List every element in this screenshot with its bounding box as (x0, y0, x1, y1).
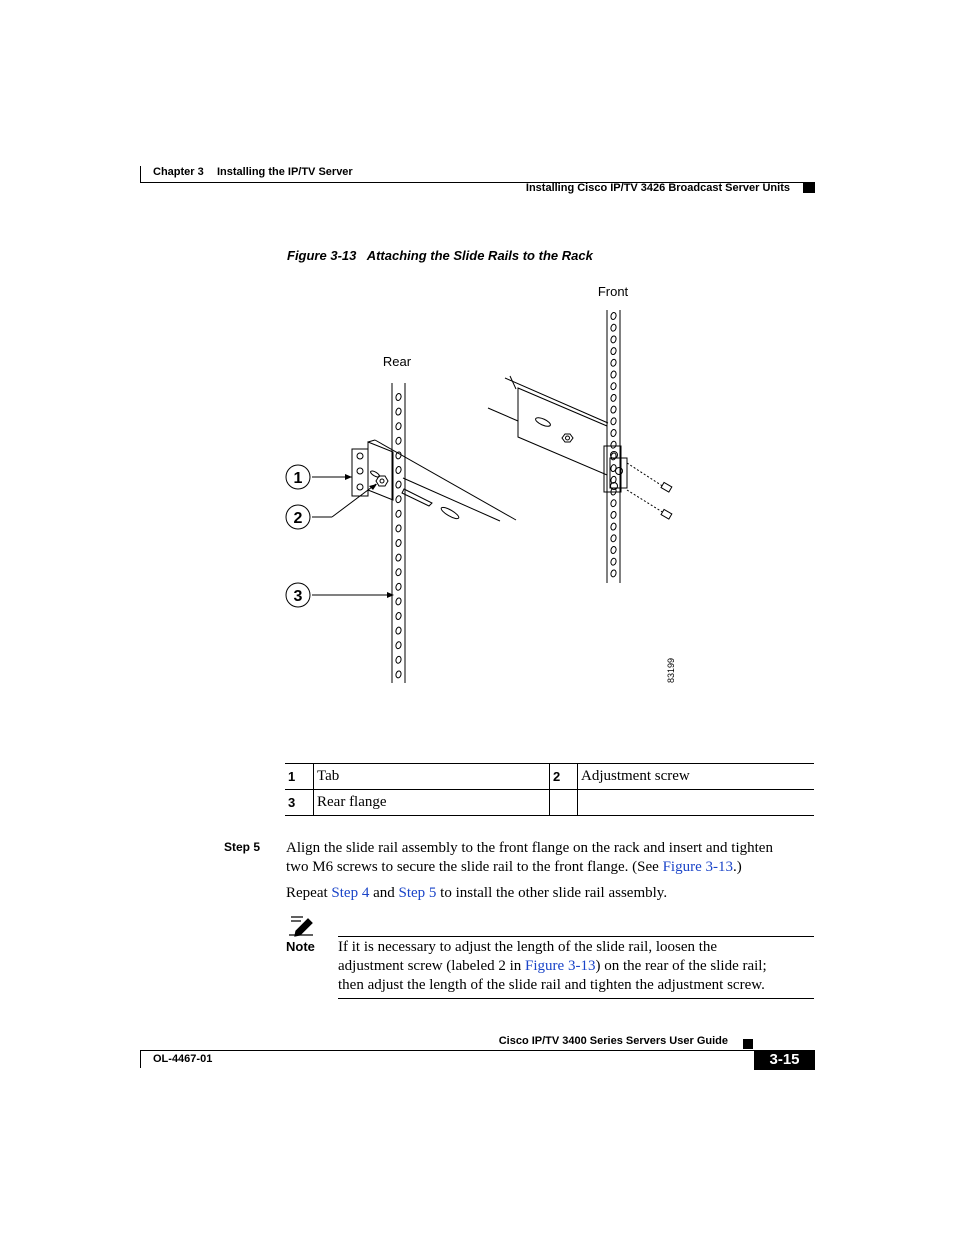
step-text-span: .) (732, 859, 742, 875)
step-line-2 (286, 858, 816, 877)
rack-hole (610, 558, 617, 566)
rack-hole (610, 511, 617, 519)
header-chapter-title: Installing the IP/TV Server (217, 166, 353, 178)
front-slide-rail (488, 376, 608, 475)
callout-1 (286, 465, 310, 489)
rack-hole (395, 612, 402, 620)
rack-hole (395, 481, 402, 489)
figure-link[interactable]: Figure 3-13 (662, 859, 733, 875)
svg-text:3: 3 (293, 588, 303, 605)
legend-text: Rear flange (314, 790, 550, 816)
rack-hole (610, 406, 617, 414)
rack-hole (610, 546, 617, 554)
m6-screw-icon (627, 463, 664, 513)
legend-text: Adjustment screw (578, 764, 815, 790)
note-top-rule (338, 936, 814, 937)
callout-2 (286, 505, 310, 529)
rack-hole (610, 499, 617, 507)
step-label: Step 5 (224, 840, 261, 854)
figure-link[interactable]: Figure 3-13 (525, 958, 596, 974)
pencil-note-icon (288, 913, 314, 937)
rack-hole (395, 539, 402, 547)
note-label: Note (286, 939, 315, 954)
legend-number: 2 (550, 764, 578, 790)
front-label: Front (597, 284, 629, 299)
rack-hole (395, 583, 402, 591)
rack-hole (395, 495, 402, 503)
rack-hole (395, 408, 402, 416)
rack-hole (610, 523, 617, 531)
rack-hole (610, 347, 617, 355)
rack-hole (395, 641, 402, 649)
figure-legend-table (285, 763, 814, 816)
rack-hole (395, 568, 402, 576)
rack-hole (610, 359, 617, 367)
legend-number (550, 790, 578, 816)
rack-hole (395, 393, 402, 401)
legend-text: Tab (314, 764, 550, 790)
rack-hole (610, 569, 617, 577)
rack-hole (610, 335, 617, 343)
figure-caption: Figure 3-13 Attaching the Slide Rails to the Rack (287, 248, 593, 263)
rack-hole (395, 437, 402, 445)
repeat-text (286, 884, 816, 903)
repeat-span: and (369, 885, 399, 901)
note-line-3: then adjust the length of the slide rail and tighten the adjustment screw. (338, 977, 765, 993)
rack-hole (395, 466, 402, 474)
step-4-link[interactable]: Step 4 (331, 885, 370, 901)
art-id: 83199 (666, 657, 676, 683)
footer-doc-number: OL-4467-01 (153, 1053, 213, 1065)
step-text (286, 839, 816, 877)
repeat-span: to install the other slide rail assembly. (436, 885, 668, 901)
legend-number: 3 (285, 790, 314, 816)
note-span: adjustment screw (labeled 2 in (338, 958, 526, 974)
rack-hole (395, 670, 402, 678)
page-number: 3-15 (754, 1050, 815, 1070)
callout-3 (286, 583, 310, 607)
footer-marker-block (743, 1039, 753, 1049)
header-section-title: Installing Cisco IP/TV 3426 Broadcast Server Units (525, 182, 790, 194)
m6-screw-icon (661, 482, 672, 519)
rack-hole (610, 534, 617, 542)
note-span: ) on the rear of the slide rail; (595, 958, 767, 974)
rack-hole (610, 429, 617, 437)
step-line-1: Align the slide rail assembly to the front flange on the rack and insert and tighten (286, 840, 773, 856)
note-bottom-rule (338, 998, 814, 999)
rack-hole (610, 324, 617, 332)
note-text (338, 938, 816, 995)
note-line-1: If it is necessary to adjust the length of the slide rail, loosen the (338, 939, 718, 955)
legend-number: 1 (285, 764, 314, 790)
legend-text (578, 790, 815, 816)
step-5-link[interactable]: Step 5 (398, 885, 437, 901)
rack-hole (395, 627, 402, 635)
rack-hole (610, 417, 617, 425)
rack-hole (610, 382, 617, 390)
rack-hole (610, 312, 617, 320)
table-row (285, 790, 814, 816)
footer-left-rule (140, 1050, 141, 1068)
footer-rule (140, 1050, 754, 1051)
rack-hole (610, 394, 617, 402)
rack-hole (395, 597, 402, 605)
rack-hole (610, 441, 617, 449)
table-row (285, 764, 814, 790)
rack-hole (395, 510, 402, 518)
rear-rack-post (392, 383, 405, 683)
footer-guide-title: Cisco IP/TV 3400 Series Servers User Guide (498, 1035, 728, 1047)
header-chapter: Chapter 3 (153, 166, 204, 178)
rack-hole (395, 554, 402, 562)
rear-label: Rear (382, 354, 412, 369)
rack-hole (395, 422, 402, 430)
svg-text:1: 1 (293, 470, 303, 487)
repeat-span: Repeat (286, 885, 332, 901)
rack-hole (610, 370, 617, 378)
note-line-2 (338, 957, 816, 976)
rear-slide-rail (368, 440, 516, 521)
step-text-span: two M6 screws to secure the slide rail to the front flange. (See (286, 859, 663, 875)
rack-hole (395, 524, 402, 532)
rack-hole (395, 656, 402, 664)
svg-text:2: 2 (293, 510, 303, 527)
